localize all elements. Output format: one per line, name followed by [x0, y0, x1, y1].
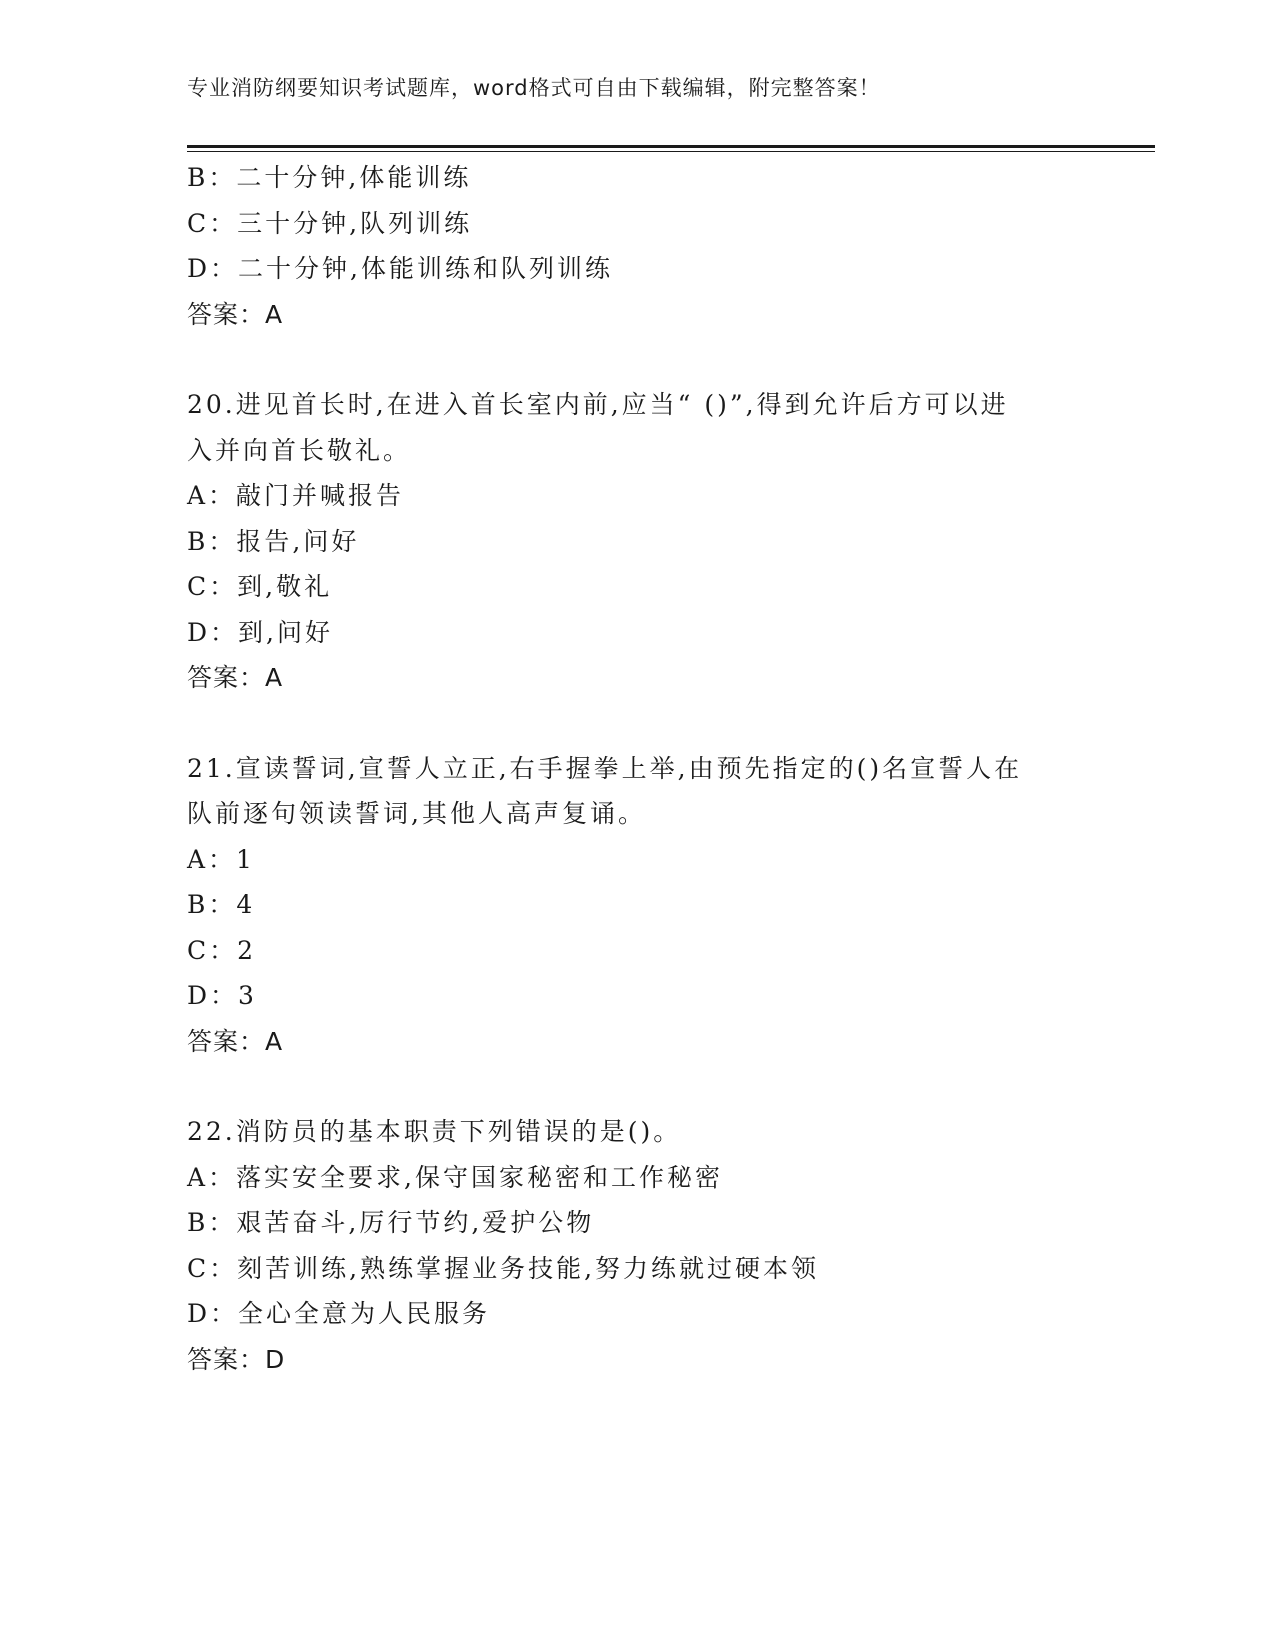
- question-text: 队前逐句领读誓词,其他人高声复诵。: [187, 799, 646, 828]
- option-line: D：3: [187, 981, 257, 1010]
- option-line: C：刻苦训练,熟练掌握业务技能,努力练就过硬本领: [187, 1253, 820, 1283]
- answer-line: 答案：A: [187, 663, 284, 692]
- header-divider-thick: [187, 145, 1155, 148]
- option-line: B：艰苦奋斗,厉行节约,爱护公物: [187, 1208, 595, 1237]
- option-line: B：报告,问好: [187, 526, 360, 556]
- option-line: A：敲门并喊报告: [187, 481, 405, 510]
- option-line: D：到,问好: [187, 617, 333, 647]
- question-block: [187, 382, 1087, 701]
- question-text: 22.消防员的基本职责下列错误的是()。: [187, 1117, 682, 1146]
- option-line: B：二十分钟,体能训练: [187, 163, 472, 192]
- page-header: 专业消防纲要知识考试题库，word格式可自由下载编辑，附完整答案！: [187, 76, 881, 100]
- answer-line: 答案：D: [187, 1344, 286, 1374]
- option-line: A：落实安全要求,保守国家秘密和工作秘密: [187, 1162, 724, 1192]
- option-line: D：全心全意为人民服务: [187, 1299, 491, 1328]
- option-line: A：1: [187, 844, 255, 874]
- answer-line: 答案：A: [187, 1026, 284, 1056]
- spacer: [187, 701, 1087, 746]
- header-divider-thin: [187, 151, 1155, 152]
- question-text: 20.进见首长时,在进入首长室内前,应当“ ()”,得到允许后方可以进: [187, 390, 1009, 419]
- question-content: [187, 155, 1087, 1382]
- question-text: 21.宣读誓词,宣誓人立正,右手握拳上举,由预先指定的()名宣誓人在: [187, 753, 1023, 783]
- option-line: C：到,敬礼: [187, 572, 333, 601]
- question-block: [187, 746, 1087, 1065]
- spacer: [187, 1064, 1087, 1109]
- question-text: 入并向首长敬礼。: [187, 435, 412, 465]
- option-line: B：4: [187, 890, 256, 919]
- question-block: [187, 155, 1087, 337]
- option-line: C：三十分钟,队列训练: [187, 208, 473, 238]
- spacer: [187, 337, 1087, 382]
- question-block: [187, 1109, 1087, 1382]
- answer-line: 答案：A: [187, 299, 284, 329]
- option-line: C：2: [187, 935, 257, 965]
- option-line: D：二十分钟,体能训练和队列训练: [187, 254, 613, 283]
